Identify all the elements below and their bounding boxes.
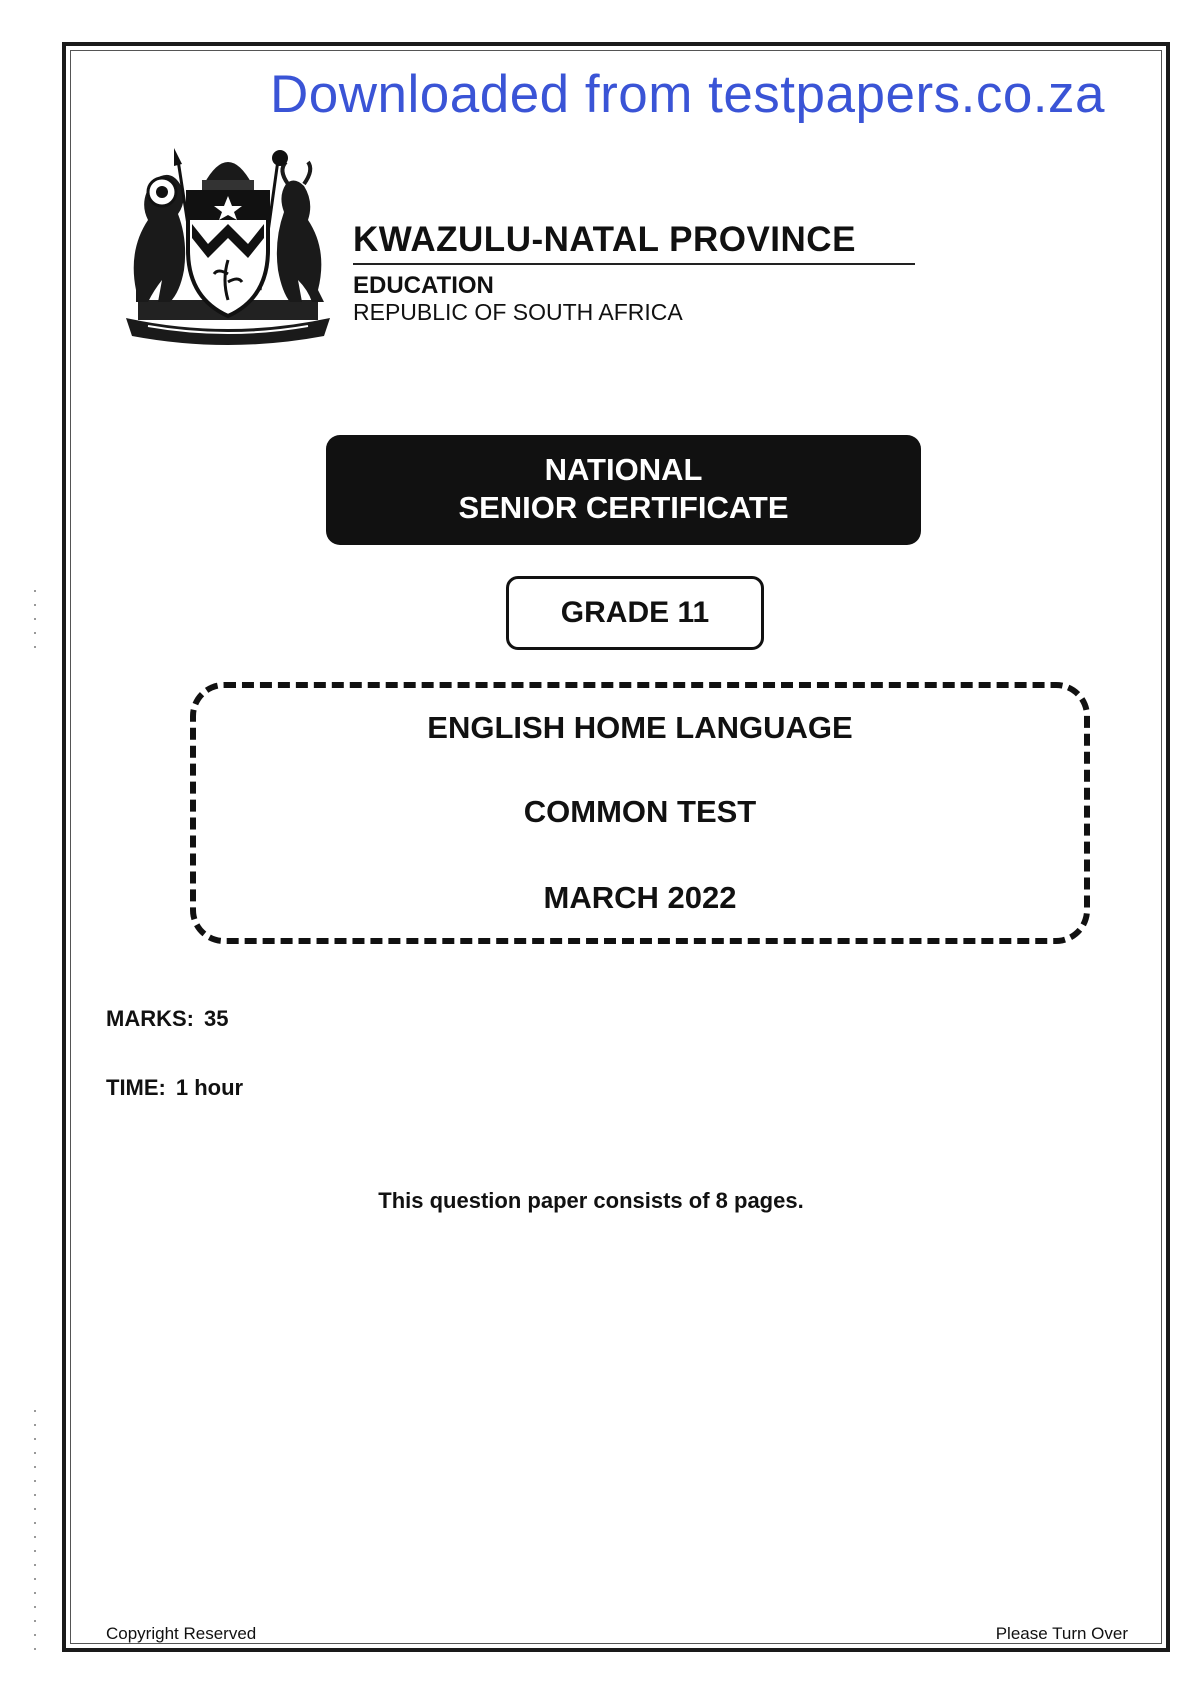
scan-artifact — [34, 590, 36, 650]
time-label: TIME: — [106, 1075, 166, 1100]
download-watermark: Downloaded from testpapers.co.za — [270, 65, 1105, 124]
grade-box: GRADE 11 — [506, 576, 764, 650]
marks-label: MARKS: — [106, 1006, 194, 1031]
turn-over-notice: Please Turn Over — [995, 1624, 1128, 1643]
certificate-line-1: NATIONAL — [544, 452, 703, 487]
department-name: EDUCATION — [353, 272, 494, 299]
marks-row — [106, 1006, 228, 1032]
time-row — [106, 1075, 243, 1101]
page-count-note: This question paper consists of 8 pages. — [378, 1188, 804, 1213]
test-type: COMMON TEST — [523, 794, 757, 829]
test-date: MARCH 2022 — [543, 880, 737, 915]
certificate-line-2: SENIOR CERTIFICATE — [458, 490, 789, 525]
country-name: REPUBLIC OF SOUTH AFRICA — [353, 299, 683, 325]
certificate-banner — [326, 435, 921, 545]
coat-of-arms-icon — [118, 140, 338, 355]
header-divider — [353, 263, 915, 265]
marks-value: 35 — [204, 1006, 229, 1031]
time-value: 1 hour — [175, 1075, 244, 1100]
scan-artifact — [34, 1410, 36, 1660]
copyright-notice: Copyright Reserved — [106, 1624, 257, 1643]
subject-name: ENGLISH HOME LANGUAGE — [427, 710, 853, 745]
province-name: KWAZULU-NATAL PROVINCE — [353, 220, 856, 259]
